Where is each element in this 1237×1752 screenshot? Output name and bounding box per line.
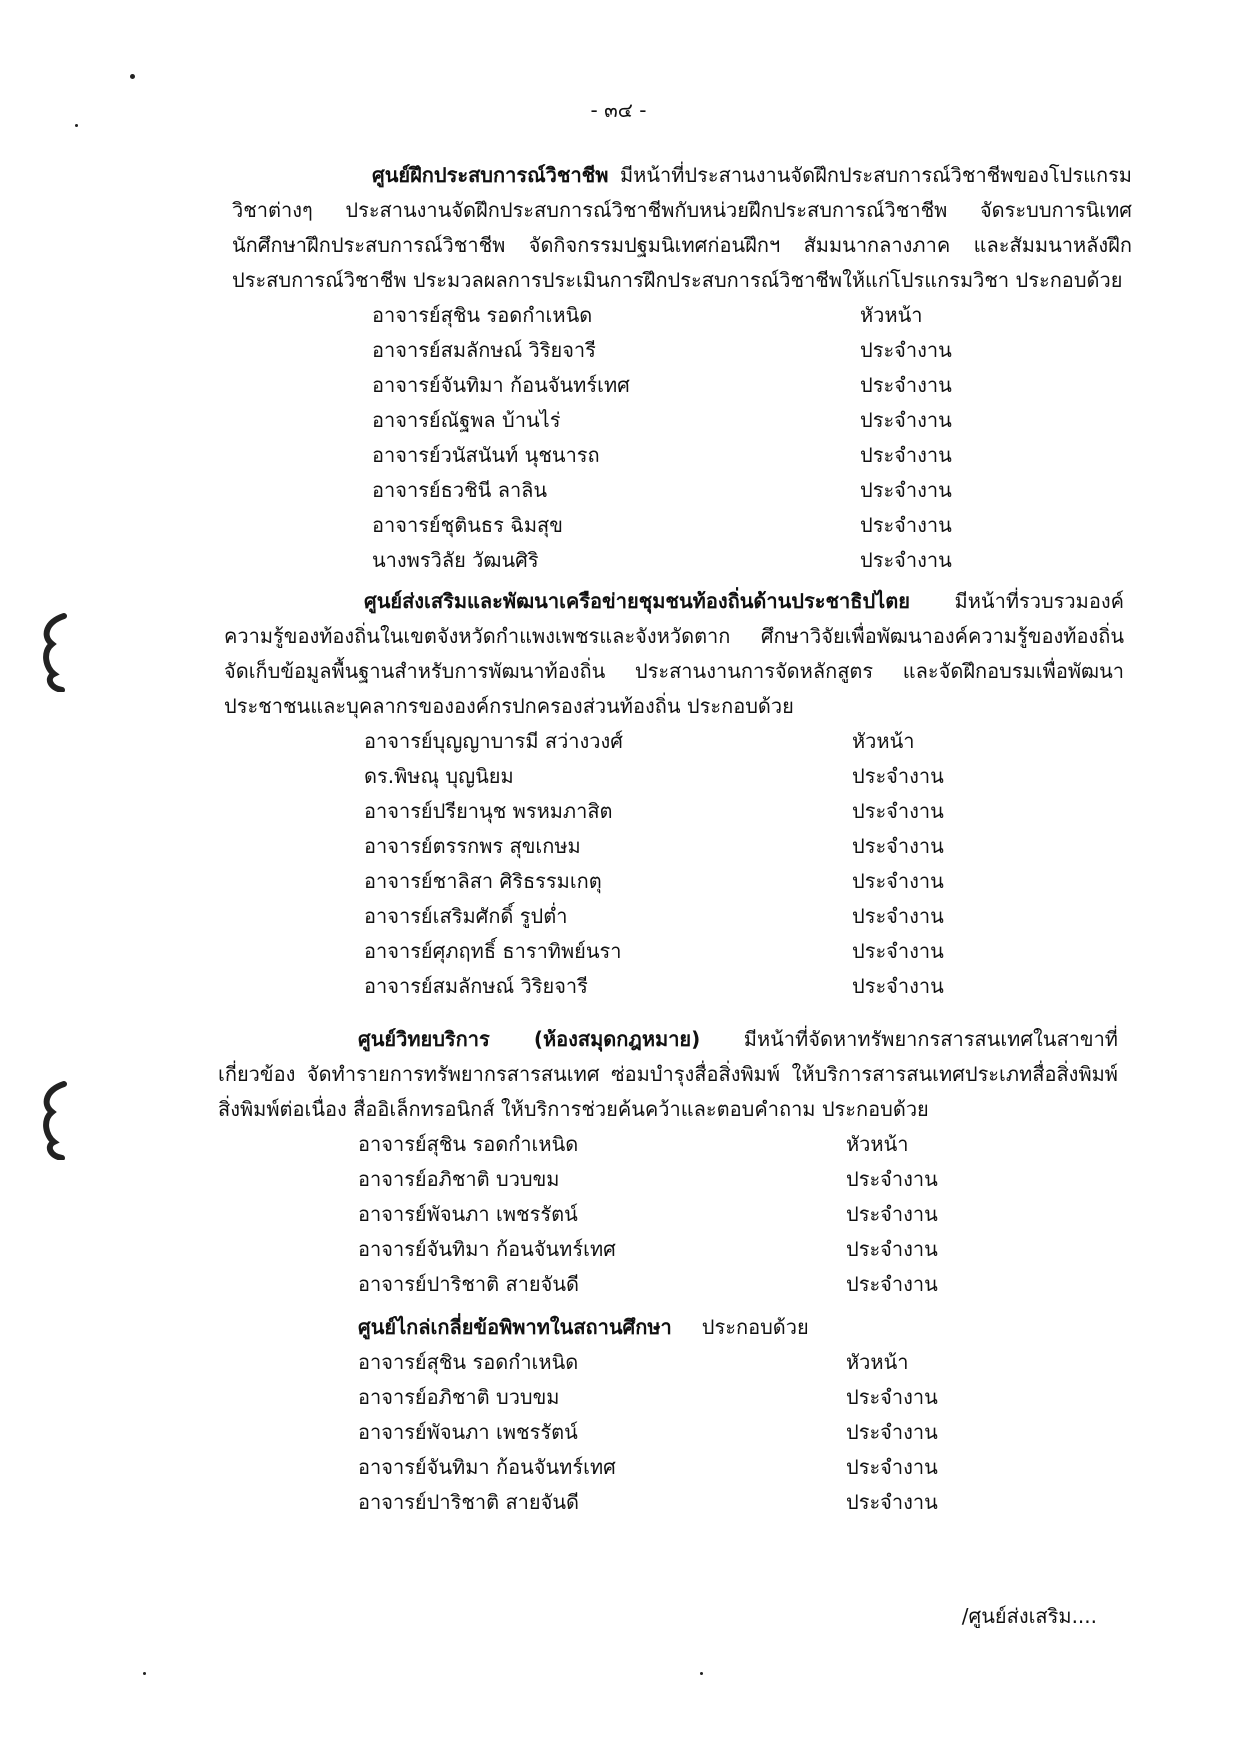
member-name: นางพรวิลัย วัฒนศิริ: [372, 548, 539, 572]
member-row: [358, 1162, 1118, 1197]
member-row: [372, 508, 1132, 543]
member-role: ประจำงาน: [852, 869, 944, 893]
member-role: ประจำงาน: [846, 1420, 938, 1444]
member-list: [372, 298, 1132, 578]
member-row: [364, 724, 1124, 759]
member-role: ประจำงาน: [860, 478, 952, 502]
member-list: [364, 724, 1124, 1004]
member-list: [358, 1127, 1118, 1302]
member-name: อาจารย์ชุตินธร ฉิมสุข: [372, 513, 563, 537]
member-row: [364, 829, 1124, 864]
member-row: [372, 438, 1132, 473]
member-row: [358, 1450, 1118, 1485]
section-vocational-training: [232, 158, 1132, 578]
binding-mark: [36, 1080, 72, 1160]
member-name: อาจารย์ธวชินี ลาลิน: [372, 478, 548, 502]
section-text: มีหน้าที่ประสานงานจัดฝึกประสบการณ์วิชาชีพของโปรแกรมวิชาต่างๆ ประสานงานจัดฝึกประสบการณ์วิชาชีพกับหน่วยฝึกประสบการณ์วิชาชีพ จัดระบบการนิเทศนักศึกษาฝึกประสบการณ์วิชาชีพ จัดกิจกรรมปฐมนิเทศก่อนฝึกฯ สัมมนากลางภาค และสัมมนาหลังฝึกประสบการณ์วิชาชีพ ประมวลผลการประเมินการฝึกประสบการณ์วิชาชีพให้แก่โปรแกรมวิชา ประกอบด้วย: [232, 163, 1132, 292]
section-dispute-mediation: [218, 1310, 1118, 1520]
member-name: อาจารย์ณัฐพล บ้านไร่: [372, 408, 561, 432]
section-text: มีหน้าที่จัดหาทรัพยากรสารสนเทศในสาขาที่เกี่ยวข้อง จัดทำรายการทรัพยากรสารสนเทศ ซ่อมบำรุงสื่อสิ่งพิมพ์ ให้บริการสารสนเทศประเภทสื่อสิ่งพิมพ์ สิ่งพิมพ์ต่อเนื่อง สื่ออิเล็กทรอนิกส์ ให้บริการช่วยค้นคว้าและตอบคำถาม ประกอบด้วย: [218, 1027, 1118, 1121]
member-name: อาจารย์พัจนภา เพชรรัตน์: [358, 1420, 578, 1444]
member-list: [358, 1345, 1118, 1520]
member-row: [358, 1345, 1118, 1380]
member-row: [364, 864, 1124, 899]
section-paragraph: [232, 158, 1132, 298]
member-row: [358, 1380, 1118, 1415]
member-role: หัวหน้า: [846, 1350, 909, 1374]
member-role: ประจำงาน: [852, 904, 944, 928]
member-row: [358, 1232, 1118, 1267]
member-name: อาจารย์พัจนภา เพชรรัตน์: [358, 1202, 578, 1226]
member-name: อาจารย์ชาลิสา ศิริธรรมเกตุ: [364, 869, 602, 893]
member-role: หัวหน้า: [852, 729, 915, 753]
member-row: [364, 934, 1124, 969]
member-role: ประจำงาน: [852, 764, 944, 788]
section-heading: ศูนย์ไกล่เกลี่ยข้อพิพาทในสถานศึกษา: [358, 1315, 672, 1339]
member-name: อาจารย์ปรียานุช พรหมภาสิต: [364, 799, 613, 823]
section-law-library: [218, 1022, 1118, 1302]
member-role: ประจำงาน: [846, 1455, 938, 1479]
binding-mark: [36, 612, 72, 692]
member-role: ประจำงาน: [860, 513, 952, 537]
member-role: หัวหน้า: [860, 303, 923, 327]
member-name: อาจารย์ศุภฤทธิ์ ธาราทิพย์นรา: [364, 939, 622, 963]
member-role: ประจำงาน: [846, 1202, 938, 1226]
member-role: ประจำงาน: [852, 799, 944, 823]
member-row: [364, 899, 1124, 934]
member-row: [372, 403, 1132, 438]
member-role: หัวหน้า: [846, 1132, 909, 1156]
member-name: อาจารย์จันทิมา ก้อนจันทร์เทศ: [358, 1237, 616, 1261]
member-role: ประจำงาน: [846, 1490, 938, 1514]
scan-speck: [700, 1672, 703, 1675]
section-paragraph: [358, 1310, 1118, 1345]
member-row: [372, 473, 1132, 508]
member-name: อาจารย์สุชิน รอดกำเหนิด: [358, 1132, 579, 1156]
member-name: อาจารย์ปาริชาติ สายจันดี: [358, 1272, 580, 1296]
member-row: [364, 759, 1124, 794]
section-paragraph: [218, 1022, 1118, 1127]
member-row: [358, 1197, 1118, 1232]
member-role: ประจำงาน: [860, 373, 952, 397]
continuation-note: /ศูนย์ส่งเสริม....: [961, 1604, 1097, 1628]
member-name: ดร.พิษณุ บุญนิยม: [364, 764, 514, 788]
member-name: อาจารย์สมลักษณ์ วิริยจารี: [372, 338, 596, 362]
member-name: อาจารย์วนัสนันท์ นุชนารถ: [372, 443, 600, 467]
member-role: ประจำงาน: [860, 443, 952, 467]
member-row: [358, 1267, 1118, 1302]
member-role: ประจำงาน: [860, 548, 952, 572]
member-name: อาจารย์เสริมศักดิ์ รูปต่ำ: [364, 904, 568, 928]
member-name: อาจารย์บุญญาบารมี สว่างวงศ์: [364, 729, 623, 753]
member-role: ประจำงาน: [860, 338, 952, 362]
member-role: ประจำงาน: [846, 1167, 938, 1191]
section-paragraph: [224, 584, 1124, 724]
member-name: อาจารย์สมลักษณ์ วิริยจารี: [364, 974, 588, 998]
member-row: [372, 368, 1132, 403]
section-text: มีหน้าที่รวบรวมองค์ความรู้ของท้องถิ่นในเขตจังหวัดกำแพงเพชรและจังหวัดตาก ศึกษาวิจัยเพื่อพัฒนาองค์ความรู้ของท้องถิ่น จัดเก็บข้อมูลพื้นฐานสำหรับการพัฒนาท้องถิ่น ประสานงานการจัดหลักสูตร และจัดฝึกอบรมเพื่อพัฒนาประชาชนและบุคลากรขององค์กรปกครองส่วนท้องถิ่น ประกอบด้วย: [224, 589, 1124, 718]
member-name: อาจารย์สุชิน รอดกำเหนิด: [372, 303, 593, 327]
member-row: [372, 543, 1132, 578]
section-heading: ศูนย์ส่งเสริมและพัฒนาเครือข่ายชุมชนท้องถิ่นด้านประชาธิปไตย: [364, 589, 910, 613]
member-name: อาจารย์ปาริชาติ สายจันดี: [358, 1490, 580, 1514]
member-role: ประจำงาน: [852, 974, 944, 998]
member-row: [372, 298, 1132, 333]
member-row: [364, 969, 1124, 1004]
member-row: [372, 333, 1132, 368]
section-heading: ศูนย์วิทยบริการ (ห้องสมุดกฎหมาย): [358, 1027, 701, 1051]
member-row: [358, 1127, 1118, 1162]
member-name: อาจารย์จันทิมา ก้อนจันทร์เทศ: [372, 373, 630, 397]
member-role: ประจำงาน: [846, 1272, 938, 1296]
member-role: ประจำงาน: [852, 939, 944, 963]
section-suffix: ประกอบด้วย: [701, 1315, 809, 1339]
member-role: ประจำงาน: [852, 834, 944, 858]
page-number: - ๓๔ -: [590, 98, 647, 122]
member-row: [358, 1415, 1118, 1450]
member-name: อาจารย์อภิชาติ บวบขม: [358, 1167, 560, 1191]
member-role: ประจำงาน: [846, 1237, 938, 1261]
scan-speck: [143, 1672, 146, 1675]
member-role: ประจำงาน: [846, 1385, 938, 1409]
member-row: [358, 1485, 1118, 1520]
member-name: อาจารย์สุชิน รอดกำเหนิด: [358, 1350, 579, 1374]
member-name: อาจารย์ตรรกพร สุขเกษม: [364, 834, 581, 858]
member-name: อาจารย์อภิชาติ บวบขม: [358, 1385, 560, 1409]
member-name: อาจารย์จันทิมา ก้อนจันทร์เทศ: [358, 1455, 616, 1479]
member-role: ประจำงาน: [860, 408, 952, 432]
section-heading: ศูนย์ฝึกประสบการณ์วิชาชีพ: [372, 163, 609, 187]
scan-speck: [130, 74, 135, 79]
member-row: [364, 794, 1124, 829]
section-community-network: [224, 584, 1124, 1004]
